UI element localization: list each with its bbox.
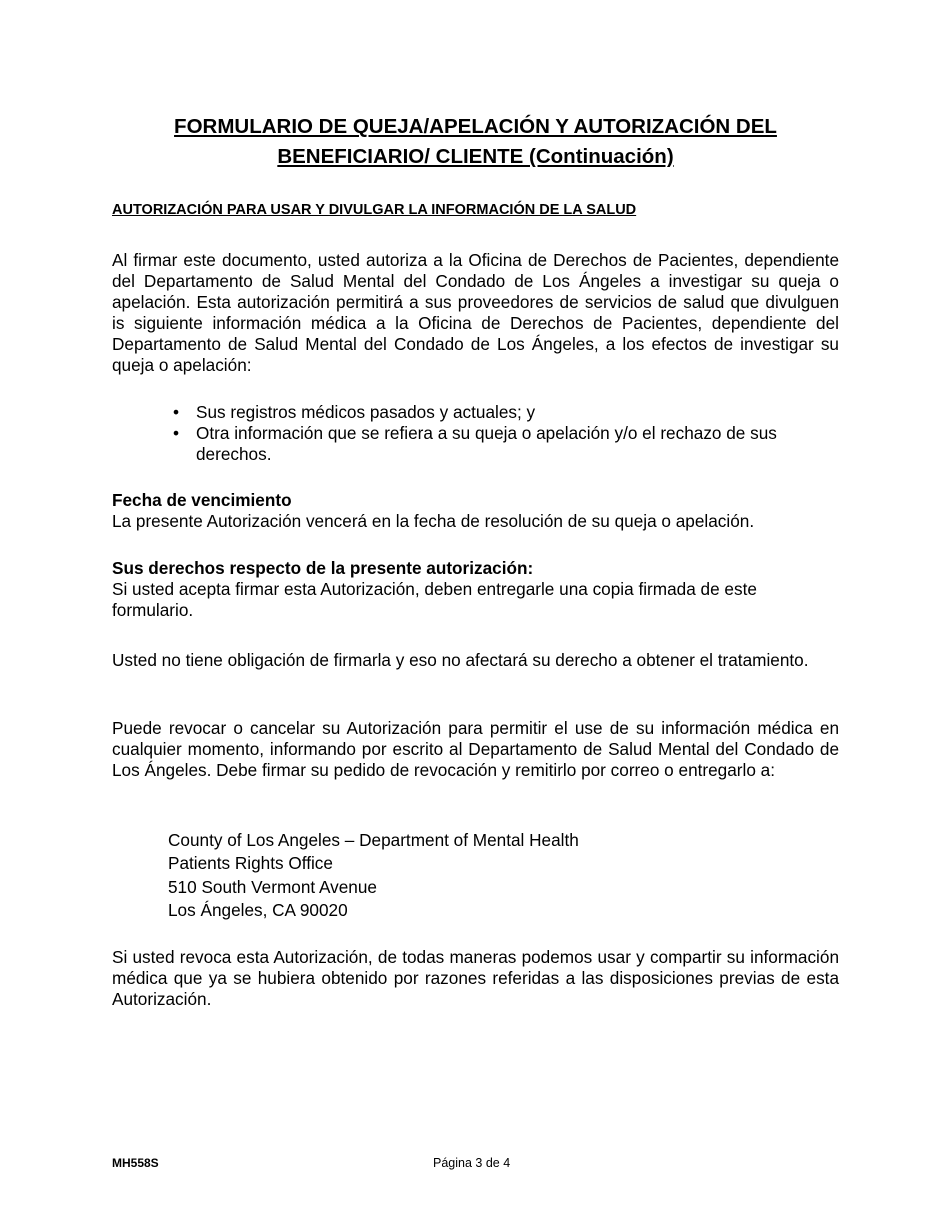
list-item: [112, 423, 839, 465]
expiration-section: [112, 490, 839, 532]
rights-heading: Sus derechos respecto de la presente autorización:: [112, 558, 534, 578]
rights-paragraph-1: Si usted acepta firmar esta Autorización, deben entregarle una copia firmada de este formulario.: [112, 579, 757, 620]
title-line-2: BENEFICIARIO/ CLIENTE (Continuación): [277, 145, 674, 168]
section-heading: AUTORIZACIÓN PARA USAR Y DIVULGAR LA INFORMACIÓN DE LA SALUD: [112, 202, 637, 218]
list-item: [112, 402, 839, 423]
page-number: Página 3 de 4: [433, 1156, 511, 1170]
rights-paragraph-2: Usted no tiene obligación de firmarla y eso no afectará su derecho a obtener el tratamiento.: [112, 650, 809, 670]
mailing-address: [168, 829, 579, 922]
address-line-2: Patients Rights Office: [168, 853, 333, 874]
form-code: MH558S: [112, 1156, 159, 1170]
address-line-3: 510 South Vermont Avenue: [168, 876, 377, 897]
address-line-1: County of Los Angeles – Department of Mental Health: [168, 830, 579, 850]
title-line-1: FORMULARIO DE QUEJA/APELACIÓN Y AUTORIZACIÓN DEL: [174, 115, 777, 138]
expiration-text: La presente Autorización vencerá en la fecha de resolución de su queja o apelación.: [112, 511, 755, 531]
expiration-heading: Fecha de vencimiento: [112, 490, 292, 510]
bullet-list: [112, 402, 839, 465]
bullet-icon: •: [172, 402, 180, 422]
page-title: [112, 112, 839, 172]
intro-paragraph: Al firmar este documento, usted autoriza a la Oficina de Derechos de Pacientes, dependiente del Departamento de Salud Mental del Condado de Los Ángeles a investigar su queja o apelación. Esta autorización permitirá a sus proveedores de servicios de salud que divulguen is siguiente información médica a la Oficina de Derechos de Pacientes, dependiente del Departamento de Salud Mental del Condado de Los Ángeles, a los efectos de investigar su queja o apelación:: [112, 250, 839, 375]
bullet-text: Sus registros médicos pasados y actuales; y: [196, 402, 536, 422]
bullet-text: Otra información que se refiera a su queja o apelación y/o el rechazo de sus derechos.: [196, 423, 777, 464]
address-line-4: Los Ángeles, CA 90020: [168, 899, 348, 920]
closing-paragraph: Si usted revoca esta Autorización, de todas maneras podemos usar y compartir su información médica que ya se hubiera obtenido por razones referidas a las disposiciones previas de esta Autorización.: [112, 947, 839, 1009]
rights-section: [112, 558, 839, 621]
rights-paragraph-3: Puede revocar o cancelar su Autorización para permitir el use de su información médica en cualquier momento, informando por escrito al Departamento de Salud Mental del Condado de Los Ángeles. Debe firmar su pedido de revocación y remitirlo por correo o entregarlo a:: [112, 718, 839, 780]
bullet-icon: •: [172, 423, 180, 443]
